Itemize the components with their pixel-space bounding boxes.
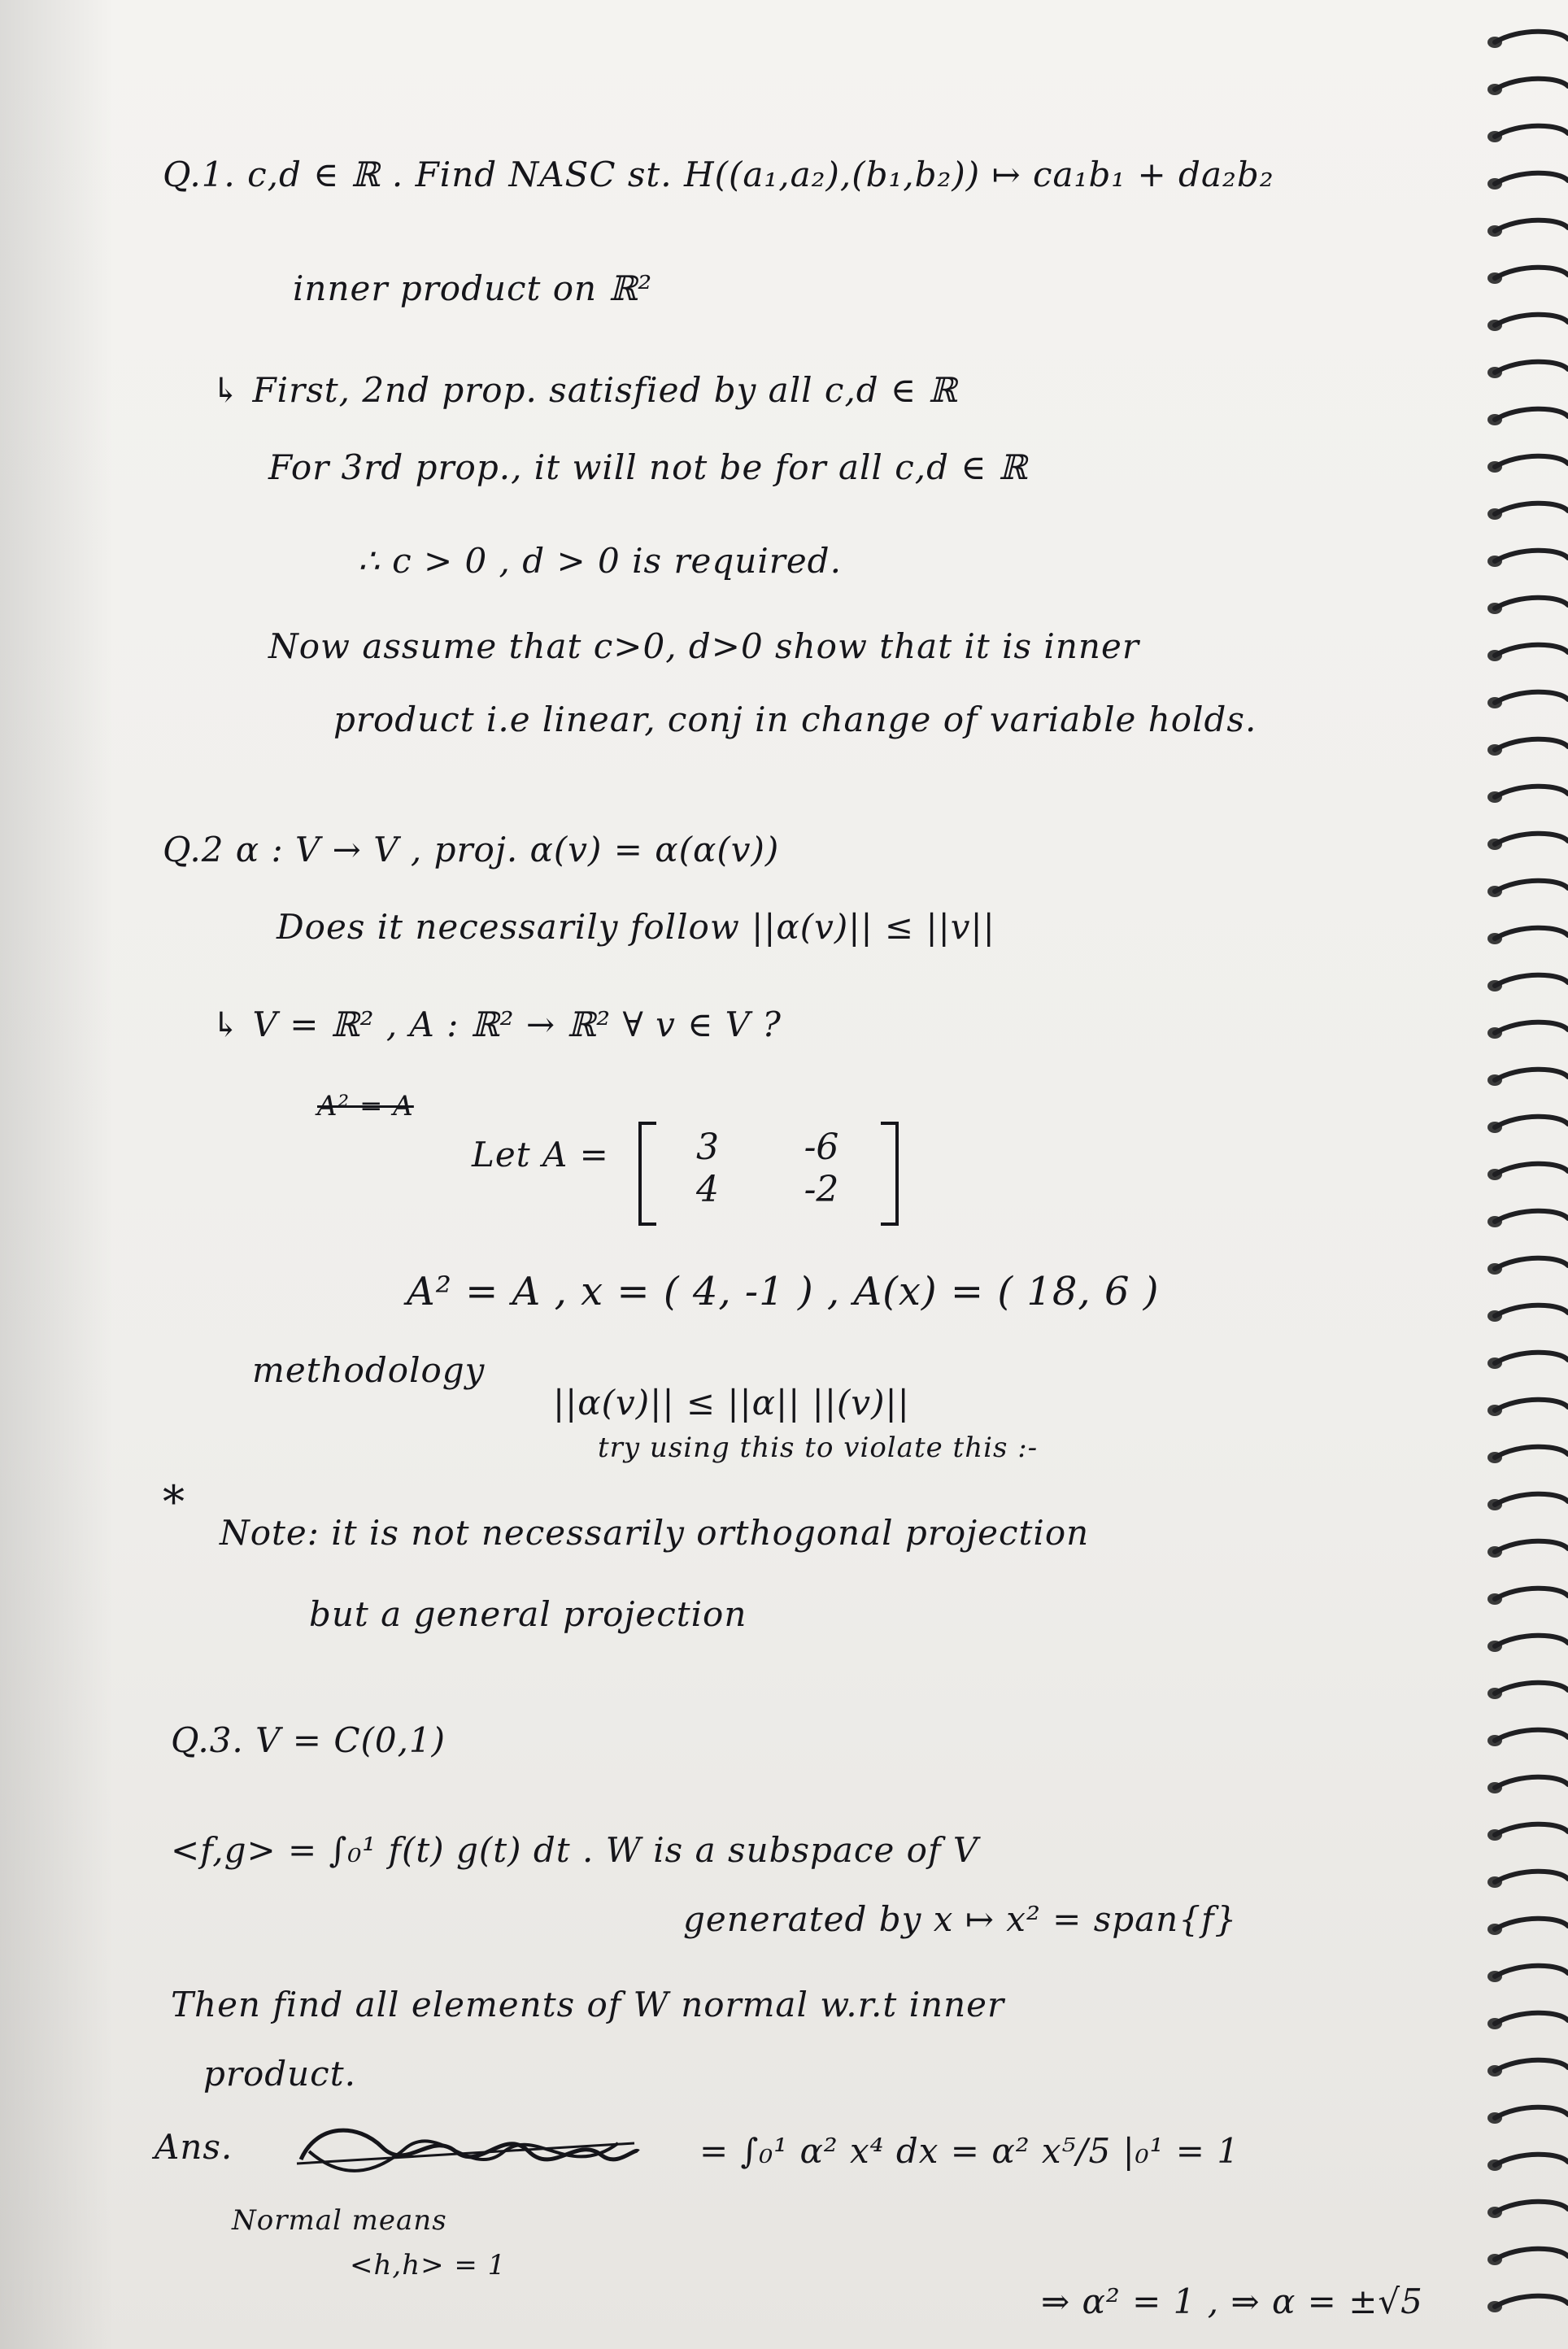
spiral-loop <box>1495 1589 1568 1599</box>
q3-normal-means: Normal means <box>232 2204 447 2237</box>
spiral-loop <box>1495 1117 1568 1127</box>
spiral-loop <box>1495 1872 1568 1882</box>
spiral-loop <box>1495 173 1568 184</box>
spiral-loop <box>1495 268 1568 278</box>
q2-line2: Does it necessarily follow ||α(v)|| ≤ ||v|| <box>277 907 995 947</box>
spiral-loop <box>1495 1919 1568 1929</box>
q3-ans-label: Ans. <box>155 2127 233 2167</box>
spiral-loop <box>1495 1730 1568 1741</box>
matrix-right-bracket <box>881 1122 899 1226</box>
spiral-loop <box>1495 2249 1568 2260</box>
spiral-loop <box>1495 1683 1568 1693</box>
q3-line3: generated by x ↦ x² = span{f} <box>683 1899 1238 1939</box>
q1-line6: Now assume that c>0, d>0 show that it is inner <box>268 626 1139 666</box>
q3-line1: Q.3. V = C(0,1) <box>171 1720 446 1760</box>
q2-line3: ↳ V = ℝ² , A : ℝ² → ℝ² ∀ v ∈ V ? <box>211 1005 782 1044</box>
spiral-loop <box>1495 692 1568 703</box>
q1-line2: inner product on ℝ² <box>293 268 653 308</box>
spiral-loop <box>1495 881 1568 891</box>
q2-crossed-note: A² = A <box>317 1090 414 1122</box>
spiral-loop <box>1495 1777 1568 1788</box>
spiral-loop <box>1495 409 1568 420</box>
spiral-loop <box>1495 834 1568 844</box>
q2-line4: A² = A , x = ( 4, -1 ) , A(x) = ( 18, 6 ) <box>407 1269 1160 1314</box>
spiral-loop <box>1495 1305 1568 1316</box>
q3-answer-equation: = ∫₀¹ α² x⁴ dx = α² x⁵/5 |₀¹ = 1 <box>699 2131 1240 2171</box>
q3-norm-definition: <h,h> = 1 <box>350 2249 507 2281</box>
crossed-out-scribble <box>293 2115 642 2192</box>
spiral-loop <box>1495 503 1568 514</box>
q1-line1: Q.1. c,d ∈ ℝ . Find NASC st. H((a₁,a₂),(b₁,b₂)) ↦ ca₁b₁ + da₂b₂ <box>163 155 1274 194</box>
spiral-loop <box>1495 975 1568 986</box>
q2-note2: but a general projection <box>309 1594 747 1634</box>
star-mark: * <box>163 1476 185 1528</box>
spiral-loop <box>1495 787 1568 797</box>
q1-line7: product i.e linear, conj in change of variable holds. <box>333 699 1257 739</box>
spiral-loop <box>1495 1258 1568 1269</box>
spiral-loop <box>1495 739 1568 750</box>
q1-line4: For 3rd prop., it will not be for all c,d ∈ ℝ <box>268 447 1028 487</box>
spiral-loop <box>1495 645 1568 656</box>
spiral-loop <box>1495 1824 1568 1835</box>
spiral-loop <box>1495 1447 1568 1458</box>
spiral-loop <box>1495 79 1568 89</box>
spiral-loop <box>1495 2296 1568 2307</box>
q1-line5: ∴ c > 0 , d > 0 is required. <box>358 541 842 581</box>
spiral-loop <box>1495 1400 1568 1410</box>
q3-line4: Then find all elements of W normal w.r.t inner <box>171 1985 1005 2024</box>
spiral-loop <box>1495 2202 1568 2212</box>
spiral-loop <box>1495 32 1568 42</box>
matrix-cell: 3 <box>696 1127 719 1168</box>
matrix-cell: -6 <box>804 1127 839 1168</box>
matrix-cell: -2 <box>804 1169 839 1210</box>
q2-let: Let A = <box>472 1135 609 1174</box>
spiral-loop <box>1495 551 1568 561</box>
spiral-loop <box>1495 1494 1568 1505</box>
q2-try-note: try using this to violate this :- <box>598 1432 1039 1464</box>
spiral-loop <box>1495 315 1568 325</box>
spiral-loop <box>1495 2013 1568 2024</box>
spiral-loop <box>1495 2107 1568 2118</box>
spiral-loop <box>1495 1353 1568 1363</box>
spiral-loop <box>1495 220 1568 231</box>
q3-line5: product. <box>203 2054 356 2094</box>
spiral-loop <box>1495 1022 1568 1033</box>
q3-line2: <f,g> = ∫₀¹ f(t) g(t) dt . W is a subspace of V <box>171 1830 979 1870</box>
spiral-loop <box>1495 1636 1568 1646</box>
spiral-loop <box>1495 1966 1568 1976</box>
spiral-loop <box>1495 1211 1568 1222</box>
matrix-cell: 4 <box>696 1169 719 1210</box>
page-shadow <box>0 0 114 2349</box>
q2-line1: Q.2 α : V → V , proj. α(v) = α(α(v)) <box>163 830 780 869</box>
spiral-loop <box>1495 1070 1568 1080</box>
spiral-loop <box>1495 1164 1568 1174</box>
spiral-loop <box>1495 456 1568 467</box>
spiral-loop <box>1495 2060 1568 2071</box>
spiral-loop <box>1495 2155 1568 2165</box>
q2-inequality: ||α(v)|| ≤ ||α|| ||(v)|| <box>553 1383 910 1423</box>
q1-line3: ↳ First, 2nd prop. satisfied by all c,d ∈ ℝ <box>211 370 958 410</box>
spiral-binding <box>1470 0 1568 2349</box>
matrix-a <box>638 1127 899 1216</box>
q3-result: ⇒ α² = 1 , ⇒ α = ±√5 <box>1041 2281 1423 2321</box>
spiral-loop <box>1495 928 1568 939</box>
spiral-loop <box>1495 362 1568 373</box>
q2-methodology: methodology <box>252 1350 486 1390</box>
spiral-loop <box>1495 1541 1568 1552</box>
spiral-loop <box>1495 598 1568 608</box>
matrix-left-bracket <box>638 1122 656 1226</box>
spiral-loop <box>1495 126 1568 137</box>
q2-note1: Note: it is not necessarily orthogonal projection <box>220 1513 1090 1553</box>
